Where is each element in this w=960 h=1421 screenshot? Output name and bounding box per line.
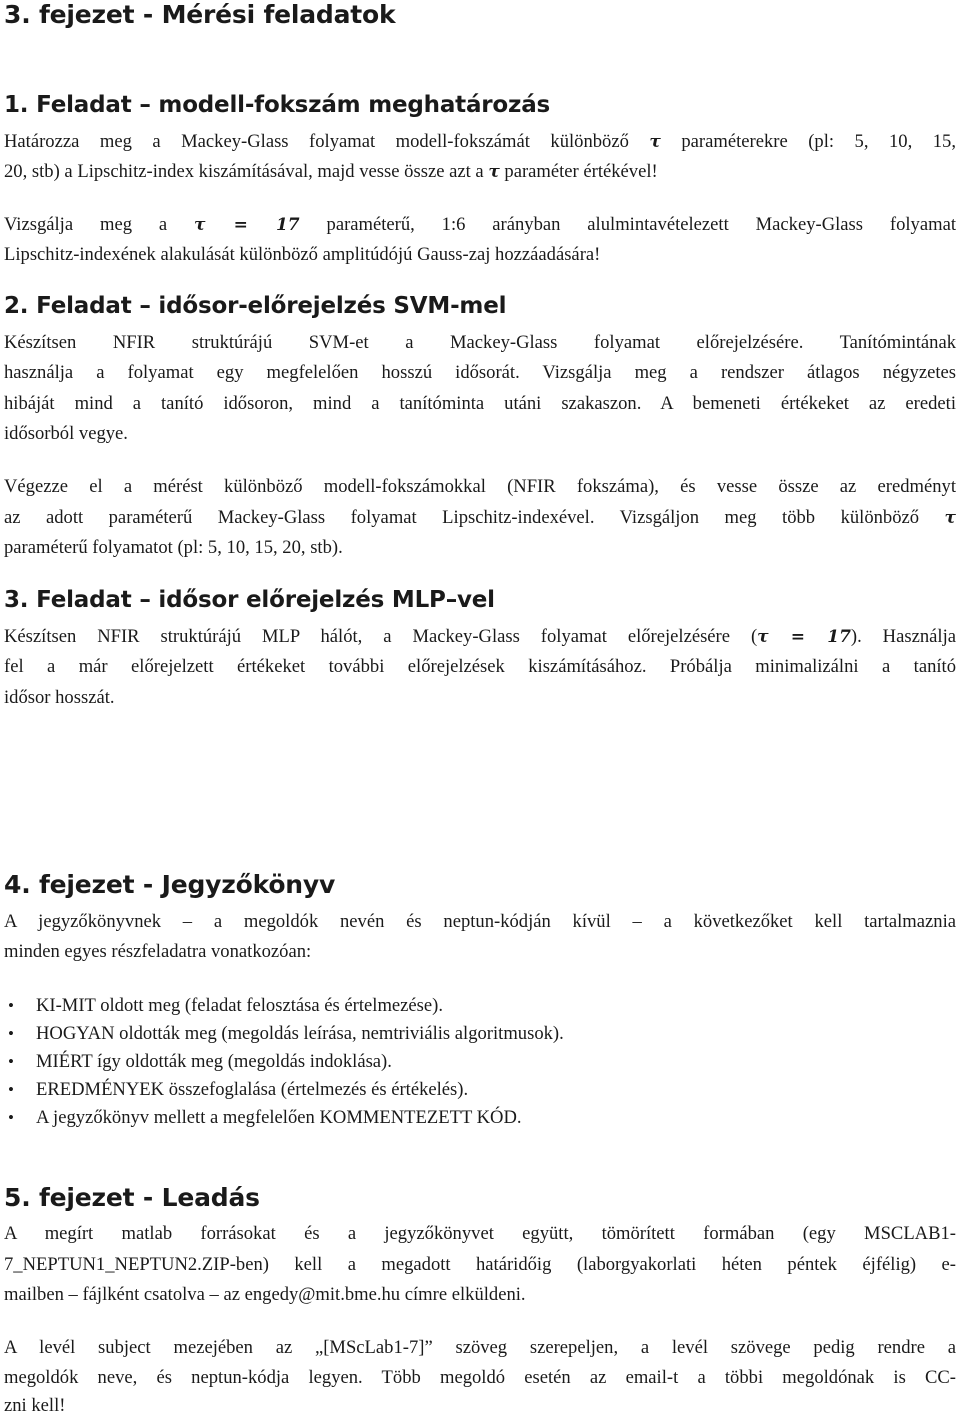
list-item: • EREDMÉNYEK összefoglalása (értelmezés és értékelés). [8,1076,468,1104]
task-3-para-1-line-2: fel a már előrejelzett értékeket további előrejelzések kiszámításához. Próbálja minimalizálni a tanító [4,656,956,677]
chapter-5-para-2-line-3: zni kell! [4,1395,66,1416]
list-item: • HOGYAN oldották meg (megoldás leírása, nemtriviális algoritmusok). [8,1020,564,1048]
task-2-para-1-line-2: használja a folyamat egy megfelelően hosszú idősorát. Vizsgálja meg a rendszer átlagos négyzetes [4,362,956,383]
chapter-4-title: 4. fejezet - Jegyzőkönyv [4,870,336,899]
task-2-para-1-line-3: hibáját mind a tanító idősoron, mind a tanítóminta utáni szakaszon. A bemeneti értékeket az eredeti [4,393,956,414]
chapter-5-para-2-line-1: A levél subject mezejében az „[MScLab1-7]” szöveg szerepeljen, a levél szövege pedig rendre a [4,1337,956,1358]
list-item: • MIÉRT így oldották meg (megoldás indoklása). [8,1048,392,1076]
task-1-para-2-line-2: Lipschitz-indexének alakulását különböző amplitúdójú Gauss-zaj hozzáadására! [4,244,601,265]
list-item: • A jegyzőkönyv mellett a megfelelően KOMMENTEZETT KÓD. [8,1104,522,1132]
task-3-para-1-line-1: Készítsen NFIR struktúrájú MLP hálót, a Mackey-Glass folyamat előrejelzésére (τ = 17). Használja [4,626,956,647]
task-2-para-1-line-4: idősorból vegye. [4,423,128,444]
bullet-icon: • [8,1080,14,1099]
chapter-5-para-1-line-3: mailben – fájlként csatolva – az engedy@mit.bme.hu címre elküldeni. [4,1284,526,1305]
tau-equation: τ = 17 [194,215,300,235]
tau-symbol: τ [649,132,661,152]
tau-symbol: τ [944,508,956,528]
task-3-title: 3. Feladat – idősor előrejelzés MLP–vel [4,587,495,613]
task-1-title: 1. Feladat – modell-fokszám meghatározás [4,92,551,118]
task-3-para-1-line-3: idősor hosszát. [4,687,115,708]
chapter-5-para-1-line-1: A megírt matlab forrásokat és a jegyzőkönyvet együtt, tömörített formában (egy MSCLAB1- [4,1223,956,1244]
task-1-para-1-line-1: Határozza meg a Mackey-Glass folyamat modell-fokszámát különböző τ paraméterekre (pl: 5, 10, 15, [4,131,956,152]
tau-equation: τ = 17 [757,627,851,647]
bullet-icon: • [8,996,14,1015]
bullet-icon: • [8,1024,14,1043]
task-2-para-2-line-1: Végezze el a mérést különböző modell-fokszámokkal (NFIR fokszáma), és vesse össze az eredményt [4,476,956,497]
chapter-5-para-1-line-2: 7_NEPTUN1_NEPTUN2.ZIP-ben) kell a megadott határidőig (laborgyakorlati héten péntek éjfélig) e- [4,1254,956,1275]
task-1-para-2-line-1: Vizsgálja meg a τ = 17 paraméterű, 1:6 arányban alulmintavételezett Mackey-Glass folyamat [4,214,956,235]
task-2-para-1-line-1: Készítsen NFIR struktúrájú SVM-et a Mackey-Glass folyamat előrejelzésére. Tanítómintának [4,332,956,353]
tau-symbol: τ [488,162,500,182]
task-1-para-1-line-2: 20, stb) a Lipschitz-index kiszámításával, majd vesse össze azt a τ paraméter értékével! [4,161,658,182]
chapter-5-para-2-line-2: megoldók neve, és neptun-kódja legyen. Több megoldó esetén az email-t a többi megoldónak is CC- [4,1367,956,1388]
chapter-4-intro-line-2: minden egyes részfeladatra vonatkozóan: [4,941,312,962]
list-item: • KI-MIT oldott meg (feladat felosztása és értelmezése). [8,992,443,1020]
task-2-title: 2. Feladat – idősor-előrejelzés SVM-mel [4,293,507,319]
bullet-icon: • [8,1108,14,1127]
task-2-para-2-line-2: az adott paraméterű Mackey-Glass folyamat Lipschitz-indexével. Vizsgáljon meg több különböző τ [4,507,956,528]
chapter-3-title: 3. fejezet - Mérési feladatok [4,0,396,29]
bullet-icon: • [8,1052,14,1071]
chapter-4-intro-line-1: A jegyzőkönyvnek – a megoldók nevén és neptun-kódján kívül – a következőket kell tartalmaznia [4,911,956,932]
task-2-para-2-line-3: paraméterű folyamatot (pl: 5, 10, 15, 20, stb). [4,537,343,558]
chapter-5-title: 5. fejezet - Leadás [4,1183,260,1212]
